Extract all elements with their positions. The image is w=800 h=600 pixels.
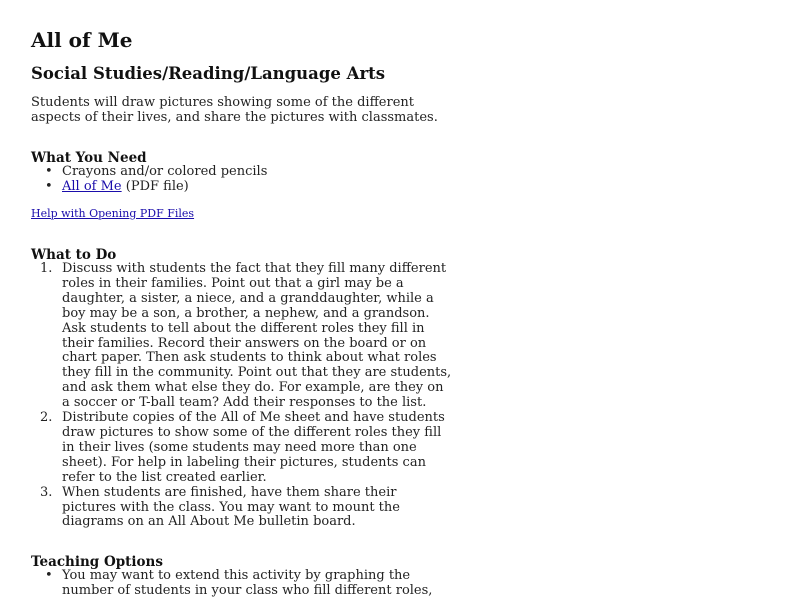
item-text: Crayons and/or colored pencils xyxy=(62,164,268,179)
what-to-do-heading: What to Do xyxy=(31,247,117,263)
step-line: draw pictures to show some of the different roles they fill xyxy=(62,424,442,440)
step-line: boy may be a son, a brother, a nephew, and a grandson. xyxy=(62,305,430,321)
step-line: they fill in the community. Point out that they are students, xyxy=(62,365,452,381)
step-line: their families. Record their answers on the board or on xyxy=(62,335,427,351)
step-line: diagrams on an All About Me bulletin board. xyxy=(62,514,356,530)
list-item xyxy=(31,180,267,195)
step-line: chart paper. Then ask students to think about what roles xyxy=(62,350,437,366)
bullet-icon: • xyxy=(45,164,53,179)
all-of-me-pdf-link[interactable]: All of Me xyxy=(62,178,122,194)
step-line: a soccer or T-ball team? Add their responses to the list. xyxy=(62,395,427,411)
intro-paragraph xyxy=(31,95,438,125)
what-you-need-heading: What You Need xyxy=(31,150,147,166)
page-title: All of Me xyxy=(31,28,133,52)
step-line: When students are finished, have them share their xyxy=(62,484,397,500)
step-line: Discuss with students the fact that they fill many different xyxy=(62,261,447,276)
intro-line: aspects of their lives, and share the pictures with classmates. xyxy=(31,110,438,125)
step-line: in their lives (some students may need more than one xyxy=(62,439,417,455)
step-line: pictures with the class. You may want to mount the xyxy=(62,499,400,515)
step-line: roles in their families. Point out that a girl may be a xyxy=(62,275,404,291)
step-number: 1. xyxy=(40,261,53,276)
step-line: sheet). For help in labeling their pictures, students can xyxy=(62,454,426,470)
bullet-icon: • xyxy=(45,178,53,194)
list-item xyxy=(31,569,432,599)
step-item xyxy=(31,262,451,411)
step-item xyxy=(31,486,451,531)
step-line: and ask them what else they do. For example, are they on xyxy=(62,380,444,396)
item-line: number of students in your class who fill different roles, xyxy=(62,582,433,598)
intro-line: Students will draw pictures showing some of the different xyxy=(31,95,415,110)
step-item xyxy=(31,411,451,486)
bullet-icon: • xyxy=(45,568,53,583)
help-pdf-link[interactable]: Help with Opening PDF Files xyxy=(31,207,195,220)
item-line: You may want to extend this activity by graphing the xyxy=(62,568,411,583)
step-number: 2. xyxy=(40,410,53,426)
pdf-note: (PDF file) xyxy=(121,178,189,194)
list-item xyxy=(31,165,267,180)
teaching-options-heading: Teaching Options xyxy=(31,554,163,570)
step-line: Distribute copies of the All of Me sheet and have students xyxy=(62,410,445,426)
step-line: daughter, a sister, a niece, and a granddaughter, while a xyxy=(62,290,434,306)
step-line: Ask students to tell about the different roles they fill in xyxy=(62,320,425,336)
options-list xyxy=(31,569,432,599)
materials-list xyxy=(31,165,267,195)
step-line: refer to the list created earlier. xyxy=(62,469,267,485)
subject-heading: Social Studies/Reading/Language Arts xyxy=(31,64,386,83)
step-number: 3. xyxy=(40,484,53,500)
steps-list xyxy=(31,262,451,530)
